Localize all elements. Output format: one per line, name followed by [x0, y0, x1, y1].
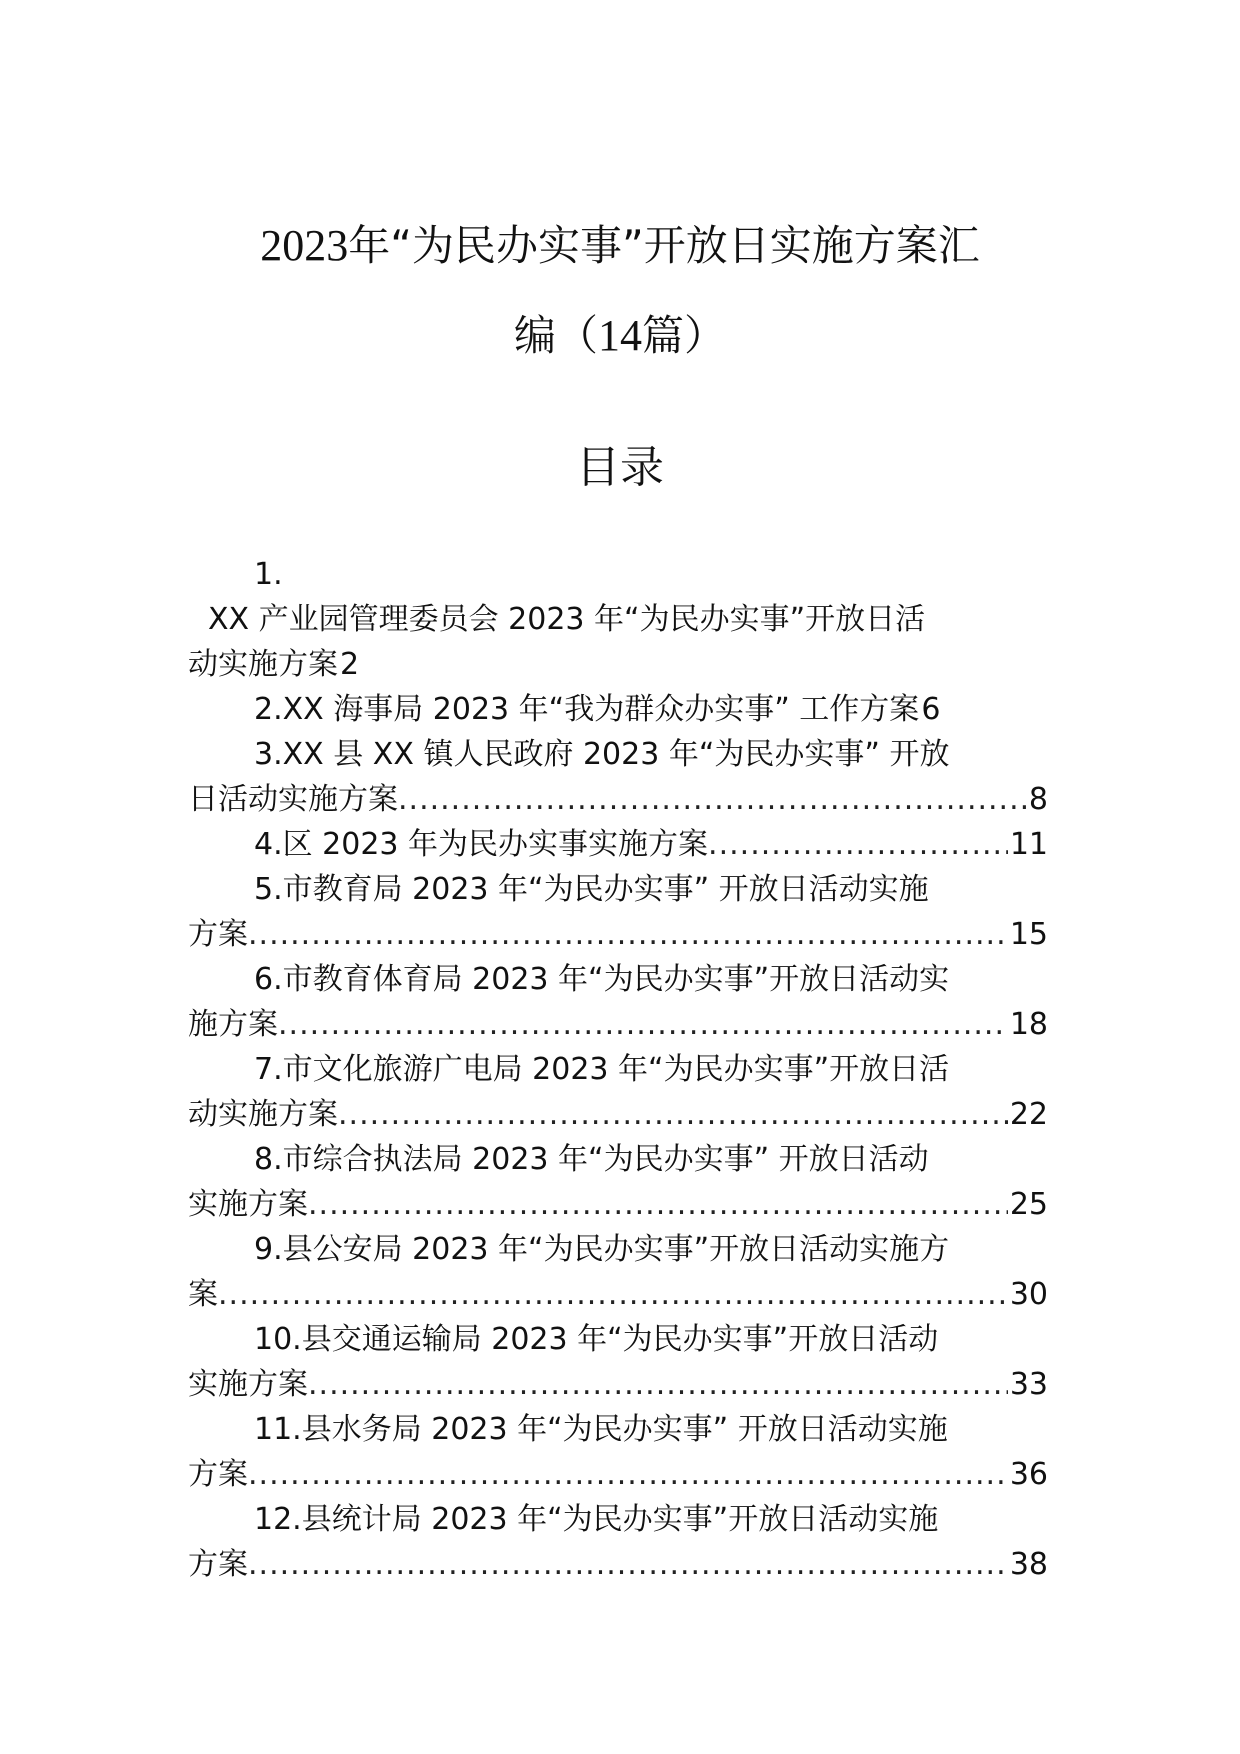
toc-item-title-cont: 动实施方案 — [188, 647, 338, 682]
toc-item-title-line — [188, 597, 1048, 642]
dot-leader — [708, 822, 1008, 867]
toc-page-number: 38 — [1009, 1547, 1048, 1582]
toc-item-number-line — [188, 552, 1048, 597]
toc-item-title-line — [188, 1497, 1048, 1542]
toc-heading: 目录 — [576, 442, 664, 493]
dot-leader — [308, 1182, 1008, 1227]
toc-item-title-line — [188, 642, 1048, 687]
toc-item-title-line — [188, 1272, 1048, 1317]
toc-item-12[interactable] — [188, 1497, 1048, 1587]
dot-leader — [248, 912, 1008, 957]
toc-item-title-cont: 方案 — [188, 917, 248, 952]
toc-item-2[interactable] — [188, 687, 1048, 732]
toc-page-number: 33 — [1009, 1367, 1048, 1402]
toc-item-4[interactable] — [188, 822, 1048, 867]
toc-item-title-line — [188, 1227, 1048, 1272]
toc-item-8[interactable] — [188, 1137, 1048, 1227]
toc-item-title-cont: 方案 — [188, 1547, 248, 1582]
toc-item-title-line — [188, 1542, 1048, 1587]
toc-item-title: 4.区 2023 年为民办实事实施方案 — [254, 827, 709, 862]
toc-item-title-line — [188, 867, 1048, 912]
toc-item-title-cont: 实施方案 — [188, 1187, 308, 1222]
title-text: 年“为民办实事”开放日实施方案汇 — [348, 221, 980, 270]
toc-item-title: 8.市综合执法局 2023 年“为民办实事” 开放日活动 — [254, 1142, 929, 1177]
table-of-contents — [188, 552, 1048, 1587]
toc-item-title-line — [188, 1407, 1048, 1452]
document-title-line-2 — [140, 286, 1100, 386]
toc-item-title-line — [188, 1317, 1048, 1362]
toc-item-9[interactable] — [188, 1227, 1048, 1317]
dot-leader — [218, 1272, 1008, 1317]
toc-item-title: 12.县统计局 2023 年“为民办实事”开放日活动实施 — [254, 1502, 939, 1537]
toc-item-1[interactable] — [188, 552, 1048, 687]
dot-leader — [278, 1002, 1008, 1047]
document-title-line-1 — [140, 196, 1100, 296]
toc-item-title: 3.XX 县 XX 镇人民政府 2023 年“为民办实事” 开放 — [254, 737, 950, 772]
toc-item-11[interactable] — [188, 1407, 1048, 1497]
toc-page-number: 25 — [1009, 1187, 1048, 1222]
toc-page-number: 11 — [1009, 827, 1048, 862]
toc-item-title-line — [188, 732, 1048, 777]
toc-page-number: 22 — [1009, 1097, 1048, 1132]
toc-page-number: 15 — [1009, 917, 1048, 952]
toc-item-title-cont: 日活动实施方案 — [188, 782, 398, 817]
dot-leader — [398, 777, 1027, 822]
toc-item-title: 2.XX 海事局 2023 年“我为群众办实事” 工作方案 — [254, 692, 920, 727]
toc-item-10[interactable] — [188, 1317, 1048, 1407]
toc-item-title-line — [188, 1182, 1048, 1227]
toc-item-6[interactable] — [188, 957, 1048, 1047]
toc-page-number: 8 — [1028, 782, 1048, 817]
dot-leader — [308, 1362, 1008, 1407]
toc-item-title-line — [188, 822, 1048, 867]
toc-item-title-line — [188, 957, 1048, 1002]
dot-leader — [338, 1092, 1008, 1137]
toc-item-title-cont: 案 — [188, 1277, 218, 1312]
title-year: 2023 — [260, 221, 349, 270]
toc-item-title: 10.县交通运输局 2023 年“为民办实事”开放日活动 — [254, 1322, 939, 1357]
toc-page-number: 6 — [921, 692, 941, 727]
toc-item-5[interactable] — [188, 867, 1048, 957]
toc-item-title: 5.市教育局 2023 年“为民办实事” 开放日活动实施 — [254, 872, 929, 907]
toc-item-title-line — [188, 1362, 1048, 1407]
toc-item-number: 1. — [254, 557, 283, 592]
toc-page-number: 2 — [340, 647, 360, 682]
toc-item-title-line — [188, 777, 1048, 822]
toc-item-title-cont: 动实施方案 — [188, 1097, 338, 1132]
toc-item-title-line — [188, 1092, 1048, 1137]
toc-item-title: 9.县公安局 2023 年“为民办实事”开放日活动实施方 — [254, 1232, 950, 1267]
toc-page-number: 36 — [1009, 1457, 1048, 1492]
toc-item-title: 7.市文化旅游广电局 2023 年“为民办实事”开放日活 — [254, 1052, 950, 1087]
toc-page-number: 18 — [1009, 1007, 1048, 1042]
toc-item-title: XX 产业园管理委员会 2023 年“为民办实事”开放日活 — [208, 602, 926, 637]
toc-item-3[interactable] — [188, 732, 1048, 822]
toc-item-title-cont: 实施方案 — [188, 1367, 308, 1402]
title-count: 14 — [598, 311, 642, 360]
toc-item-title-cont: 施方案 — [188, 1007, 278, 1042]
toc-item-title-line — [188, 1047, 1048, 1092]
title-suffix: 篇） — [642, 311, 727, 360]
toc-item-title-cont: 方案 — [188, 1457, 248, 1492]
toc-item-7[interactable] — [188, 1047, 1048, 1137]
dot-leader — [248, 1542, 1008, 1587]
dot-leader — [248, 1452, 1008, 1497]
toc-item-title-line — [188, 1137, 1048, 1182]
toc-item-title: 6.市教育体育局 2023 年“为民办实事”开放日活动实 — [254, 962, 950, 997]
title-prefix: 编（ — [513, 311, 598, 360]
toc-item-title-line — [188, 1452, 1048, 1497]
toc-item-title-line — [188, 1002, 1048, 1047]
toc-page-number: 30 — [1009, 1277, 1048, 1312]
toc-item-title-line — [188, 912, 1048, 957]
toc-item-title-line — [188, 687, 1048, 732]
toc-item-title: 11.县水务局 2023 年“为民办实事” 开放日活动实施 — [254, 1412, 948, 1447]
